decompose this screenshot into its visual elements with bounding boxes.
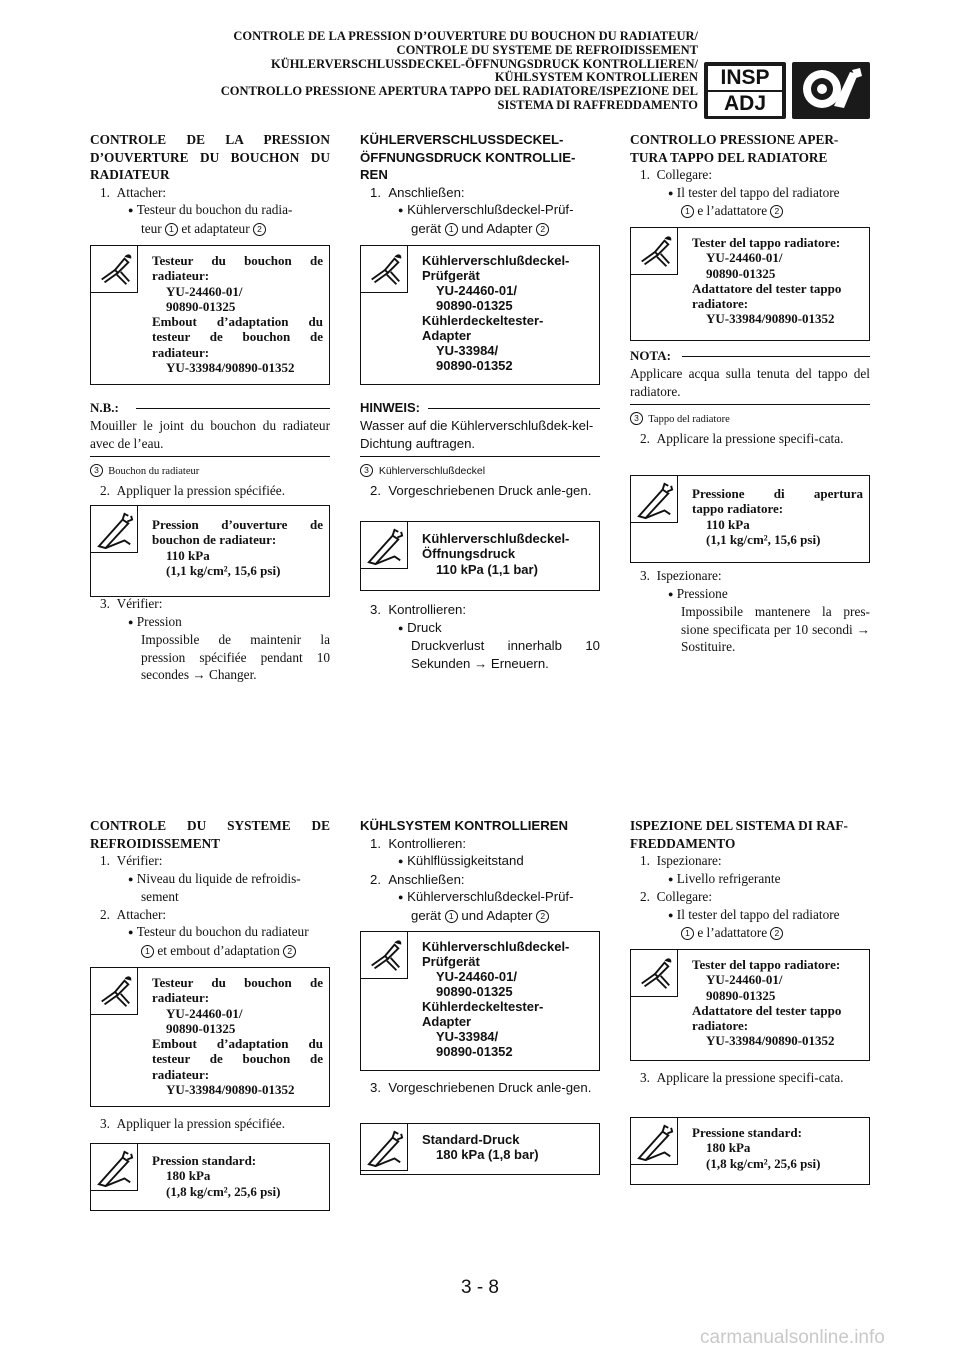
- fr-cooling-system-section: CONTROLE DU SYSTEME DE REFROIDISSEMENT 1. Vérifier: ● Niveau du liquide de refroidis-sement 2. Attacher: ● Testeur du bouchon du radiateur 1 et embout d’adaptation 2 Testeur du bouchon de radiateur: YU-24460-01/ 90890-01325 Embout d’adaptation du testeur de bouchon de radiateur: YU-33984/90890-01352 3. Appliquer la pression spécifiée. Pression standard: 180 kPa (1,8 kg/cm², 25,6 psi): [90, 817, 330, 1217]
- fr-radiator-cap-section: [90, 131, 330, 691]
- spec-box: Pressione di apertura tappo radiatore: 110 kPa (1,1 kg/cm², 15,6 psi): [630, 475, 870, 563]
- note-block: NOTA: Applicare acqua sulla tenuta del tappo del radiatore. 3 Tappo del radiatore 2. Applicare la pressione specifi-cata.: [630, 348, 870, 446]
- spec-box: Pression d’ouverture de bouchon de radiateur: 110 kPa (1,1 kg/cm², 15,6 psi): [90, 505, 330, 597]
- step-1: 1. Attacher:: [100, 184, 167, 200]
- step-1: 1. Anschließen:: [370, 184, 465, 200]
- step-1-bullet: ● Kühlerverschlußdeckel-Prüf- gerät 1 und Adapter 2: [398, 202, 574, 236]
- tool-spec-box: Tester del tappo radiatore: YU-24460-01/ 90890-01325 Adattatore del tester tappo radiatore: YU-33984/90890-01352: [630, 227, 870, 341]
- special-tool-icon: [361, 246, 408, 293]
- tool-spec-box: Kühlerverschlußdeckel- Prüfgerät YU-24460-01/ 90890-01325 Kühlerdeckeltester- Adapter YU-33984/ 90890-01352: [360, 245, 600, 385]
- specification-wrench-icon: [631, 476, 678, 523]
- section-title: KÜHLERVERSCHLUSSDECKEL-ÖFFNUNGSDRUCK KONTROLLIE-REN: [360, 132, 576, 182]
- header-title-line: CONTROLE DU SYSTEME DE REFROIDISSEMENT: [396, 42, 698, 57]
- section-title: ISPEZIONE DEL SISTEMA DI RAF-FREDDAMENTO: [630, 818, 848, 851]
- section-title: CONTROLE DE LA PRESSION D’OUVERTURE DU BOUCHON DU RADIATEUR: [90, 132, 330, 182]
- special-tool-icon: [361, 932, 408, 979]
- spec-box: Kühlerverschlußdeckel- Öffnungsdruck 110 kPa (1,1 bar): [360, 521, 600, 591]
- note-block: HINWEIS: Wasser auf die Kühlerverschlußdek-kel-Dichtung auftragen. 3 Kühlerverschlußdeckel 2. Vorgeschriebenen Druck anle-gen.: [360, 399, 600, 499]
- header-title-line: CONTROLLO PRESSIONE APERTURA TAPPO DEL RADIATORE/ISPEZIONE DEL: [220, 84, 698, 99]
- header-title-line: KÜHLSYSTEM KONTROLLIEREN: [494, 70, 698, 85]
- header-title-line: CONTROLE DE LA PRESSION D’OUVERTURE DU BOUCHON DU RADIATEUR/: [233, 29, 698, 43]
- wrench-tool-icon: [792, 62, 870, 119]
- specification-wrench-icon: [361, 522, 408, 569]
- section-title: CONTROLE DU SYSTEME DE REFROIDISSEMENT: [90, 818, 330, 851]
- step-3: 3. Ispezionare: ● Pressione Impossibile mantenere la pres-sione specificata per 10 secondi → Sostituire.: [640, 568, 870, 654]
- specification-wrench-icon: [361, 1124, 408, 1171]
- footer-watermark: carmanualsonline.info: [700, 1327, 885, 1348]
- section-title: CONTROLLO PRESSIONE APER-TURA TAPPO DEL RADIATORE: [630, 132, 839, 165]
- page-number: 3 - 8: [460, 1277, 500, 1298]
- adj-label: ADJ: [708, 92, 782, 116]
- insp-label: INSP: [708, 66, 782, 90]
- de-cooling-system-section: KÜHLSYSTEM KONTROLLIEREN 1. Kontrollieren: ● Kühlflüssigkeitstand 2. Anschließen: ● Kühlerverschlußdeckel-Prüf- gerät 1 und Adapter 2 Kühlerverschlußdeckel- Prüfgerät YU-24460-01/ 90890-01325 Kühlerdeckeltester- Adapter YU-33984/ 90890-01352 3. Vorgeschriebenen Druck anle-gen. Standard-Druck 180 kPa (1,8 bar): [360, 817, 600, 1217]
- spec-box: Pressione standard: 180 kPa (1,8 kg/cm², 25,6 psi): [630, 1117, 870, 1185]
- specification-wrench-icon: [91, 506, 138, 553]
- header-title-block: [80, 30, 698, 113]
- spec-box: Pression standard: 180 kPa (1,8 kg/cm², 25,6 psi): [90, 1143, 330, 1211]
- step-1-bullet: ● Testeur du bouchon du radia- teur 1 et adaptateur 2: [128, 202, 293, 236]
- de-radiator-cap-section: [360, 131, 600, 691]
- tool-spec-box: Kühlerverschlußdeckel- Prüfgerät YU-24460-01/ 90890-01325 Kühlerdeckeltester- Adapter YU-33984/ 90890-01352: [360, 931, 600, 1071]
- special-tool-icon: [91, 246, 138, 293]
- step-1-bullet: ● Il tester del tappo del radiatore 1 e l’adattatore 2: [668, 184, 840, 218]
- note-block: N.B.: Mouiller le joint du bouchon du radiateur avec de l’eau. 3 Bouchon du radiateur 2. Appliquer la pression spécifiée.: [90, 400, 330, 498]
- tool-spec-box: Testeur du bouchon de radiateur: YU-24460-01/ 90890-01325 Embout d’adaptation du testeur de bouchon de radiateur: YU-33984/90890-01352: [90, 967, 330, 1107]
- step-3: 3. Kontrollieren: ● Druck Druckverlust innerhalb 10 Sekunden → Erneuern.: [370, 602, 600, 671]
- specification-wrench-icon: [91, 1144, 138, 1191]
- specification-wrench-icon: [631, 1118, 678, 1165]
- special-tool-icon: [91, 968, 138, 1015]
- step-3: 3. Vérifier: ● Pression Impossible de maintenir la pression spécifiée pendant 10 secondes → Changer.: [100, 596, 330, 682]
- it-cooling-system-section: ISPEZIONE DEL SISTEMA DI RAF-FREDDAMENTO 1. Ispezionare: ● Livello refrigerante 2. Collegare: ● Il tester del tappo del radiatore 1 e l’adattatore 2 Tester del tappo radiatore: YU-24460-01/ 90890-01325 Adattatore del tester tappo radiatore: YU-33984/90890-01352 3. Applicare la pressione specifi-cata. Pressione standard: 180 kPa (1,8 kg/cm², 25,6 psi): [630, 817, 870, 1217]
- tool-spec-box: Tester del tappo radiatore: YU-24460-01/ 90890-01325 Adattatore del tester tappo radiatore: YU-33984/90890-01352: [630, 949, 870, 1061]
- step-1: 1. Collegare:: [640, 167, 713, 182]
- header-title-line: KÜHLERVERSCHLUSSDECKEL-ÖFFNUNGSDRUCK KONTROLLIEREN/: [270, 56, 698, 71]
- special-tool-icon: [631, 950, 678, 997]
- section-title: KÜHLSYSTEM KONTROLLIEREN: [360, 818, 569, 833]
- header-title-line: SISTEMA DI RAFFREDDAMENTO: [497, 97, 698, 112]
- it-radiator-cap-section: [630, 131, 870, 691]
- special-tool-icon: [631, 228, 678, 275]
- spec-box: Standard-Druck 180 kPa (1,8 bar): [360, 1123, 600, 1175]
- tool-spec-box: Testeur du bouchon de radiateur: YU-24460-01/ 90890-01325 Embout d’adaptation du testeur de bouchon de radiateur: YU-33984/90890-01352: [90, 245, 330, 385]
- insp-adj-badge: [704, 62, 786, 119]
